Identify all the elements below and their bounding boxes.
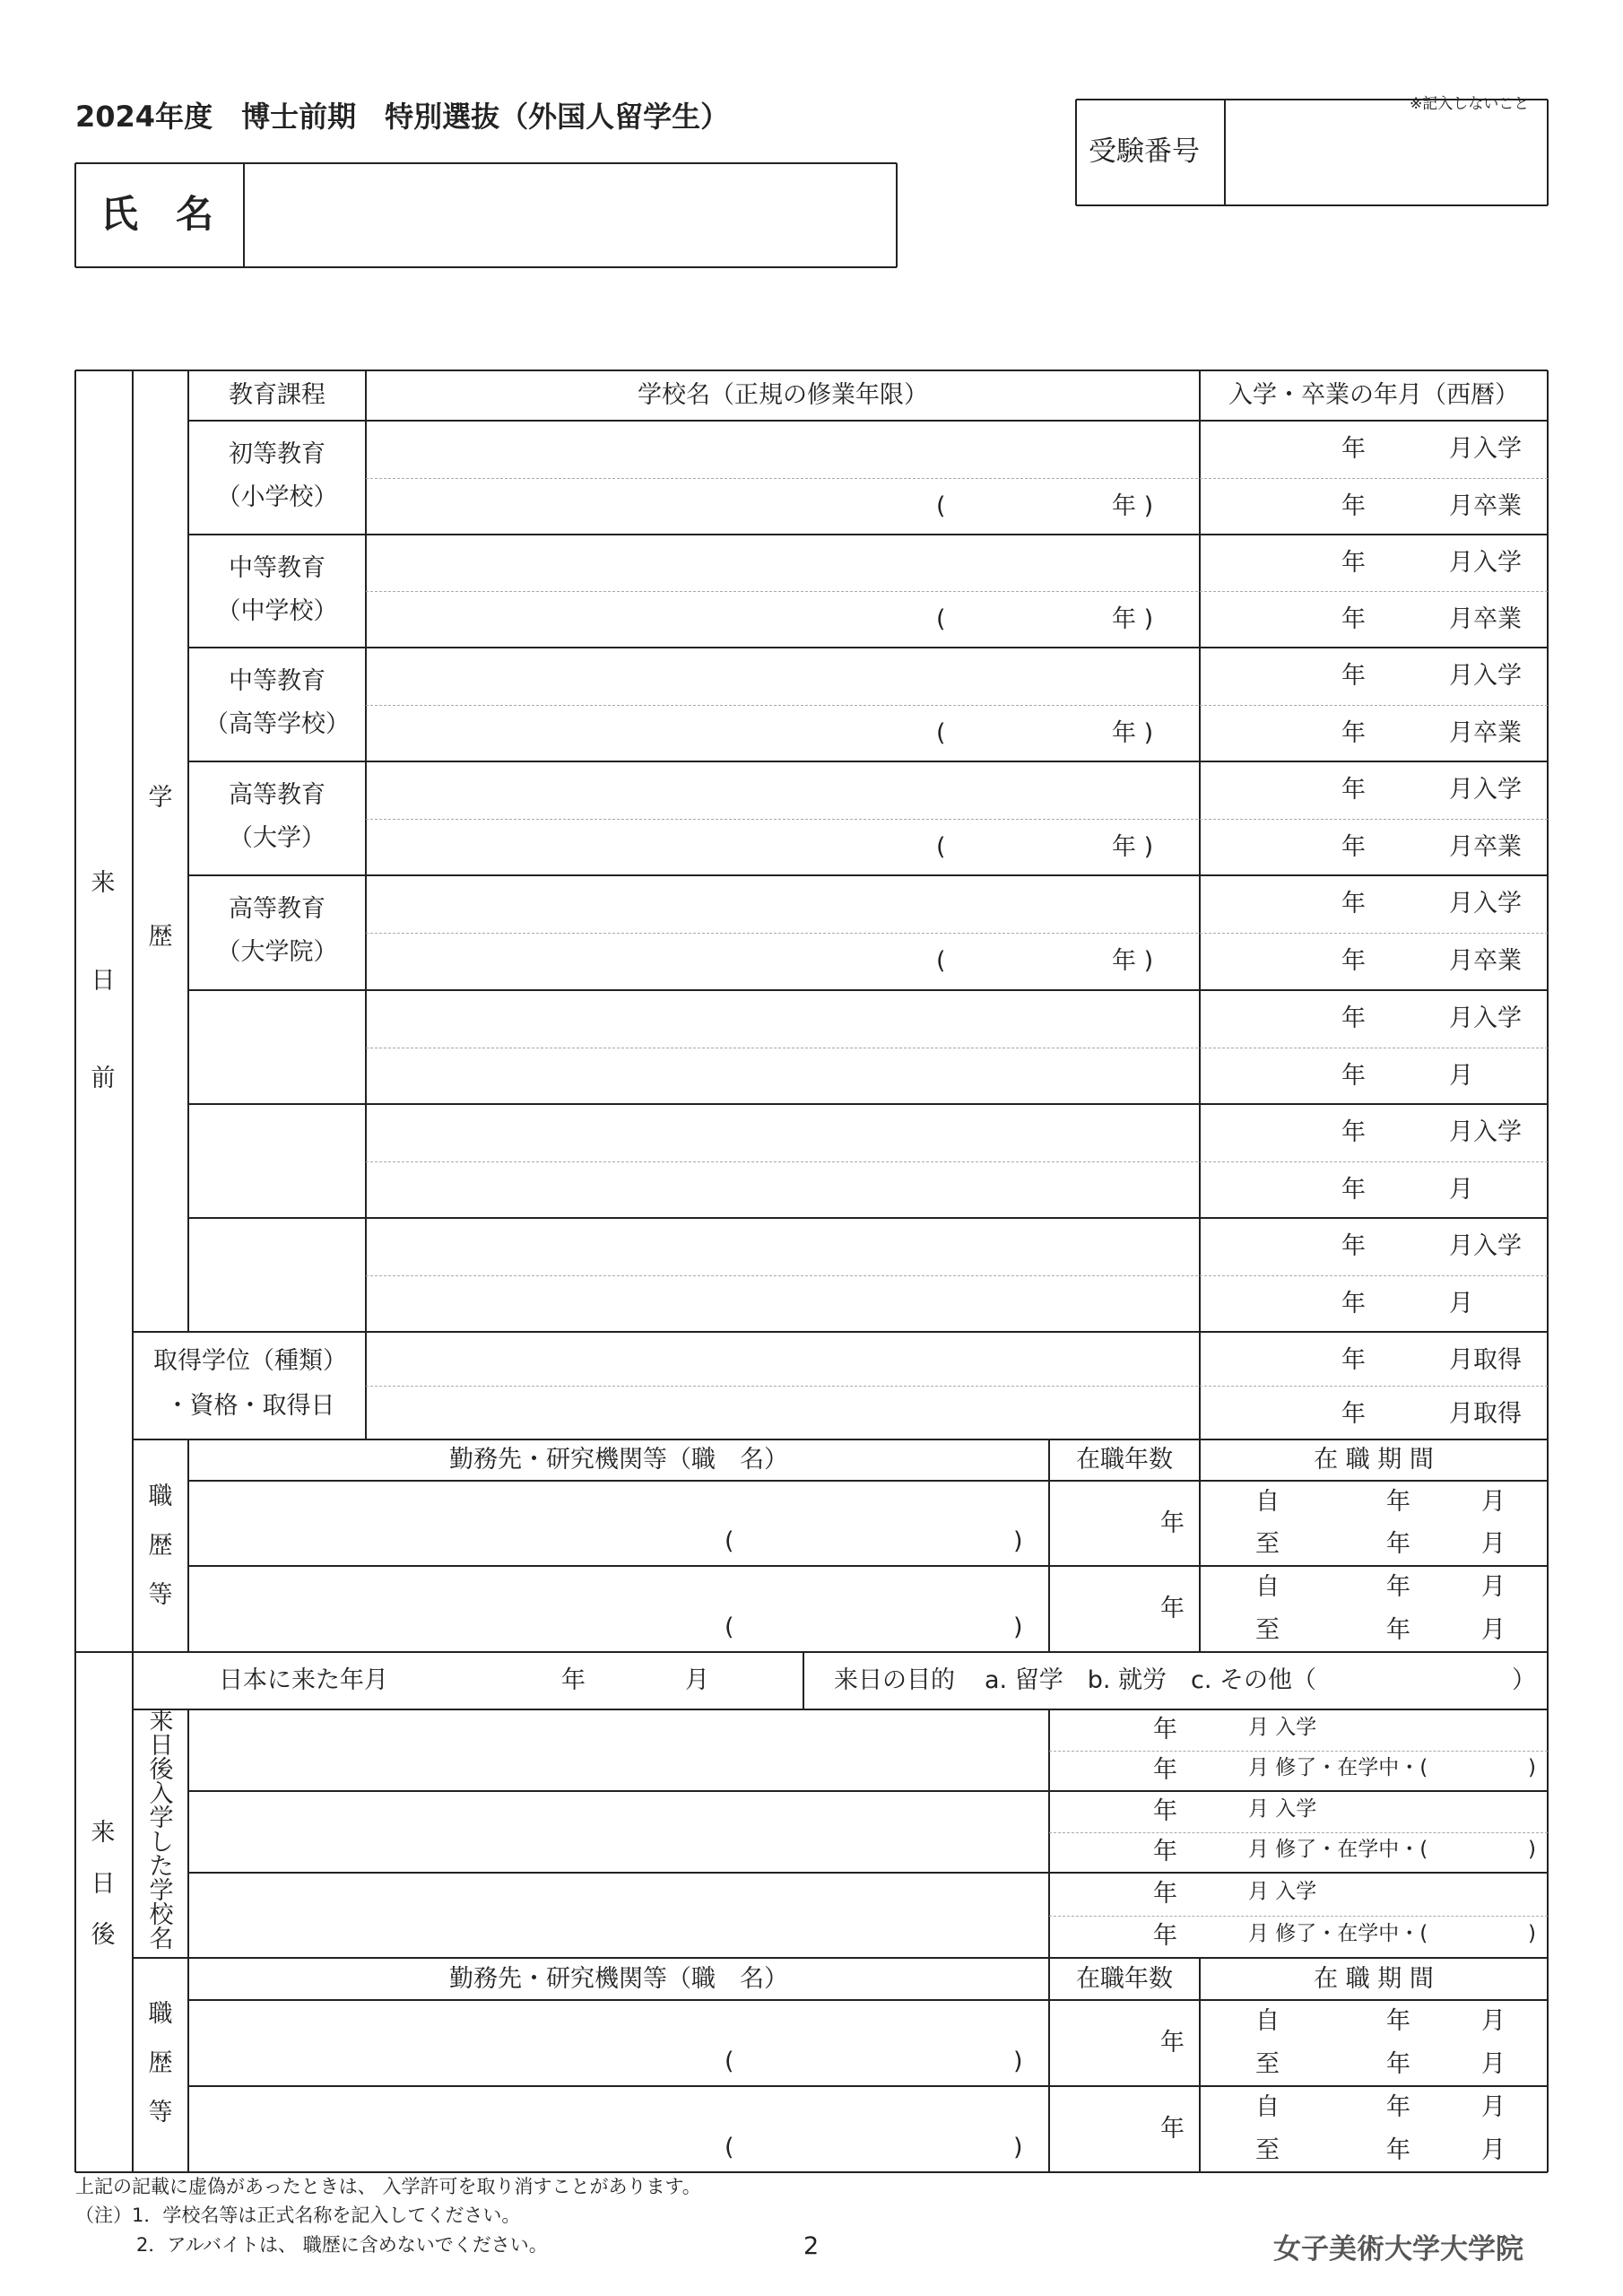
status-close: )	[1528, 1756, 1536, 1780]
course-name: 高等教育	[229, 895, 325, 923]
from-label: 自	[1255, 1487, 1280, 1516]
work-col-period: 在 職 期 間	[1314, 1964, 1434, 1993]
paren-open: (	[725, 2048, 734, 2076]
vertical-label-char: 日	[91, 967, 116, 995]
warning-note: 上記の記載に虚偽があったときは、 入学許可を取り消すことがあります。	[75, 2176, 701, 2197]
dashed-rule	[366, 1386, 1548, 1387]
school-name-input[interactable]	[368, 536, 1198, 589]
month-label: 月	[1481, 1616, 1506, 1644]
school-years-input[interactable]	[368, 707, 1198, 761]
name-label: 氏 名	[100, 192, 214, 236]
rule	[187, 1439, 189, 1652]
paren-open: (	[725, 2134, 734, 2162]
work-org-input[interactable]	[190, 1483, 1047, 1564]
grad-month-label: 月卒業	[1449, 605, 1522, 633]
rule	[188, 1790, 1548, 1792]
dashed-rule	[366, 478, 1548, 479]
year-label: 年	[1153, 1796, 1177, 1825]
month-label: 月	[1481, 2136, 1506, 2164]
paren-open: (	[936, 718, 946, 747]
course-type: （高等学校）	[204, 710, 350, 738]
course-type: （大学院）	[216, 938, 338, 966]
work-col-years: 在職年数	[1076, 1446, 1173, 1474]
year-label: 年	[1153, 1838, 1177, 1866]
vertical-label-char: 前	[91, 1065, 116, 1092]
course-type: （中学校）	[216, 597, 338, 625]
year-label: 年	[1341, 1118, 1366, 1146]
purpose-close: ）	[1512, 1666, 1536, 1694]
vertical-label-char: 歴	[148, 2049, 173, 2077]
grad-month-label: 月	[1449, 1061, 1473, 1090]
grad-month-label: 月卒業	[1449, 491, 1522, 520]
enroll-month-label: 月入学	[1449, 1232, 1522, 1260]
rule	[133, 1957, 1548, 1960]
col-header-course: 教育課程	[229, 381, 325, 409]
rule	[132, 370, 134, 2172]
qualification-input[interactable]	[368, 1387, 1198, 1438]
university-name: 女子美術大学大学院	[1273, 2233, 1523, 2266]
vertical-label-char: 名	[149, 1926, 174, 1953]
dashed-rule	[366, 705, 1548, 706]
rule	[188, 1103, 1548, 1105]
school-years-input[interactable]	[368, 1049, 1198, 1103]
vertical-label-char: 歴	[148, 1532, 173, 1560]
enroll-label: 月 入学	[1248, 1796, 1317, 1821]
year-label: 年	[1341, 1061, 1366, 1090]
dashed-rule	[366, 933, 1548, 934]
paren-open: (	[936, 491, 946, 520]
rule	[74, 370, 76, 2172]
paren-close: )	[1013, 2134, 1023, 2162]
from-label: 自	[1255, 1573, 1280, 1601]
rule	[188, 647, 1548, 648]
dashed-rule	[366, 591, 1548, 592]
exam-number-note: ※記入しないこと	[1410, 95, 1530, 113]
year-label: 年	[1153, 1879, 1177, 1908]
vertical-label-char: 来	[149, 1708, 174, 1735]
work-col-org: 勤務先・研究機関等（職 名）	[449, 1964, 788, 1993]
work-history-label	[149, 1484, 173, 1607]
col-header-dates: 入学・卒業の年月（西暦）	[1228, 381, 1519, 409]
rule	[1048, 1439, 1050, 1652]
year-label: 年	[1341, 1400, 1366, 1428]
year-label: 年	[1341, 1289, 1366, 1318]
year-label: 年	[1386, 2136, 1410, 2164]
year-label: 年	[1341, 776, 1366, 804]
status-label: 月 修了・在学中・(	[1248, 1756, 1428, 1780]
year-label: 年	[1386, 2093, 1410, 2121]
note-1: （注）1．学校名等は正式名称を記入してください。	[75, 2205, 521, 2226]
month-label: 月	[1481, 1573, 1506, 1601]
work-org-input[interactable]	[190, 2002, 1047, 2084]
rule	[133, 1709, 1548, 1711]
work-col-period: 在 職 期 間	[1314, 1446, 1434, 1474]
rule	[1048, 1958, 1050, 2172]
rule	[365, 370, 367, 1332]
enroll-month-label: 月入学	[1449, 890, 1522, 918]
years-employed-label: 年	[1160, 1509, 1185, 1537]
form-title: 2024年度 博士前期 特別選抜（外国人留学生）	[75, 100, 730, 134]
education-label	[149, 786, 173, 949]
from-label: 自	[1255, 2093, 1280, 2121]
rule	[1199, 1439, 1201, 1652]
year-label: 年	[1386, 2050, 1410, 2078]
post-arrival-school-input[interactable]	[190, 1711, 1047, 1789]
rule	[188, 761, 1548, 762]
grad-month-label: 月	[1449, 1289, 1473, 1318]
to-label: 至	[1255, 1616, 1280, 1644]
vertical-label-char: 学	[149, 1877, 174, 1905]
month-label: 月	[1481, 2050, 1506, 2078]
school-name-input[interactable]	[368, 1220, 1198, 1274]
school-years-input[interactable]	[368, 935, 1198, 988]
years-employed-label: 年	[1160, 1595, 1185, 1622]
name-input[interactable]	[245, 164, 896, 266]
year-label: 年	[1341, 491, 1366, 520]
exam-number-label: 受験番号	[1089, 135, 1200, 168]
work-org-input[interactable]	[190, 1568, 1047, 1650]
enroll-month-label: 月入学	[1449, 776, 1522, 804]
month-label: 月	[1481, 1530, 1506, 1559]
post-arrival-school-label	[150, 1709, 174, 1952]
school-name-input[interactable]	[368, 422, 1198, 476]
rule	[1075, 100, 1077, 205]
rule	[75, 370, 1548, 371]
rule	[1547, 100, 1549, 205]
work-col-org: 勤務先・研究機関等（職 名）	[449, 1446, 788, 1474]
vertical-label-char: 歴	[148, 923, 173, 951]
grad-month-label: 月卒業	[1449, 718, 1522, 747]
status-close: )	[1528, 1838, 1536, 1862]
years-label: 年 )	[1112, 605, 1154, 633]
enroll-month-label: 月入学	[1449, 1118, 1522, 1146]
to-label: 至	[1255, 2050, 1280, 2078]
school-years-input[interactable]	[368, 480, 1198, 534]
enroll-month-label: 月入学	[1449, 435, 1522, 463]
rule	[75, 2171, 1548, 2173]
obtained-month-label: 月取得	[1449, 1346, 1522, 1374]
rule	[188, 1872, 1548, 1874]
paren-close: )	[1013, 1527, 1023, 1556]
rule	[133, 1439, 1548, 1440]
rule	[188, 534, 1548, 535]
month-label: 月	[1481, 2093, 1506, 2121]
vertical-label-char: 来	[91, 1819, 116, 1847]
year-label: 年	[1386, 1616, 1410, 1644]
year-label: 年	[1341, 1346, 1366, 1374]
status-close: )	[1528, 1922, 1536, 1946]
arrival-purpose-label: 来日の目的	[834, 1666, 955, 1694]
vertical-label-char: 学	[148, 784, 173, 812]
post-arrival-school-input[interactable]	[190, 1874, 1047, 1956]
month-label: 月	[1481, 1487, 1506, 1516]
post-arrival-school-input[interactable]	[190, 1793, 1047, 1871]
school-name-input[interactable]	[368, 992, 1198, 1046]
rule	[188, 420, 1548, 422]
course-name: 中等教育	[229, 667, 325, 695]
vertical-label-char: し	[149, 1829, 174, 1857]
enroll-label: 月 入学	[1248, 1879, 1317, 1903]
vertical-label-char: 等	[148, 2099, 173, 2126]
school-years-input[interactable]	[368, 593, 1198, 646]
vertical-label-char: 日	[149, 1732, 174, 1760]
vertical-label-char: 日	[91, 1870, 116, 1898]
years-label: 年 )	[1112, 718, 1154, 747]
school-name-input[interactable]	[368, 763, 1198, 817]
course-name: 初等教育	[229, 440, 325, 468]
vertical-label-char: た	[149, 1853, 174, 1881]
rule	[74, 163, 76, 267]
years-label: 年 )	[1112, 491, 1154, 520]
purpose-other-input[interactable]	[1291, 1656, 1506, 1706]
year-label: 年	[1386, 1530, 1410, 1559]
status-label: 月 修了・在学中・(	[1248, 1838, 1428, 1862]
year-label: 年	[1341, 890, 1366, 918]
rule	[1048, 1709, 1050, 1958]
rule	[188, 874, 1548, 876]
dashed-rule	[1049, 1832, 1548, 1833]
vertical-label-char: 等	[148, 1581, 173, 1609]
year-label: 年	[1341, 947, 1366, 975]
month-label: 月	[685, 1666, 709, 1694]
year-label: 年	[1153, 1922, 1177, 1951]
paren-open: (	[936, 947, 946, 975]
course-name: 中等教育	[229, 554, 325, 582]
year-label: 年	[1153, 1715, 1177, 1744]
vertical-label-char: 校	[149, 1901, 174, 1929]
page-number: 2	[803, 2232, 820, 2260]
dashed-rule	[1049, 1916, 1548, 1917]
year-label: 年	[1341, 605, 1366, 633]
enroll-month-label: 月入学	[1449, 549, 1522, 577]
year-label: 年	[1386, 1487, 1410, 1516]
month-label: 月	[1481, 2007, 1506, 2035]
year-label: 年	[1386, 2007, 1410, 2035]
dashed-rule	[366, 1161, 1548, 1162]
course-name: 高等教育	[229, 781, 325, 809]
school-name-input[interactable]	[368, 1106, 1198, 1160]
qualification-label: ・資格・取得日	[165, 1392, 335, 1420]
status-label: 月 修了・在学中・(	[1248, 1922, 1428, 1946]
exam-number-input[interactable]	[1226, 100, 1547, 204]
rule	[1547, 370, 1549, 2172]
rule	[1199, 1958, 1201, 2172]
from-label: 自	[1255, 2007, 1280, 2035]
year-label: 年	[1341, 718, 1366, 747]
paren-close: )	[1013, 1613, 1023, 1642]
years-employed-label: 年	[1160, 2115, 1185, 2143]
year-label: 年	[561, 1666, 586, 1694]
paren-open: (	[725, 1613, 734, 1642]
vertical-label-char: 後	[91, 1921, 116, 1949]
year-label: 年	[1341, 1004, 1366, 1032]
year-label: 年	[1341, 1175, 1366, 1204]
enroll-label: 月 入学	[1248, 1715, 1317, 1739]
grad-month-label: 月	[1449, 1175, 1473, 1204]
school-name-input[interactable]	[368, 649, 1198, 703]
rule	[188, 1480, 1548, 1482]
years-label: 年 )	[1112, 947, 1154, 975]
paren-open: (	[936, 832, 946, 861]
vertical-label-char: 学	[149, 1805, 174, 1832]
vertical-label-char: 職	[148, 1483, 173, 1510]
vertical-label-char: 後	[149, 1756, 174, 1784]
grad-month-label: 月卒業	[1449, 947, 1522, 975]
school-years-input[interactable]	[368, 1277, 1198, 1331]
year-label: 年	[1341, 1232, 1366, 1260]
rule	[75, 1651, 1548, 1653]
year-label: 年	[1386, 1573, 1410, 1601]
degree-input[interactable]	[368, 1334, 1198, 1384]
rule	[188, 989, 1548, 991]
rule	[188, 2085, 1548, 2087]
rule	[803, 1652, 804, 1709]
to-label: 至	[1255, 1530, 1280, 1559]
grad-month-label: 月卒業	[1449, 832, 1522, 861]
rule	[75, 266, 897, 268]
rule	[188, 1217, 1548, 1219]
paren-close: )	[1013, 2048, 1023, 2076]
year-label: 年	[1341, 662, 1366, 690]
rule	[188, 1565, 1548, 1567]
course-type: （大学）	[229, 824, 325, 852]
rule	[1076, 204, 1548, 206]
vertical-label-char: 職	[148, 2000, 173, 2028]
paren-open: (	[725, 1527, 734, 1556]
dashed-rule	[366, 1275, 1548, 1276]
arrival-date-label: 日本に来た年月	[219, 1666, 388, 1694]
note-2: 2．アルバイトは、 職歴に含めないでください。	[136, 2234, 548, 2256]
years-employed-label: 年	[1160, 2029, 1185, 2057]
school-years-input[interactable]	[368, 1163, 1198, 1217]
obtained-month-label: 月取得	[1449, 1400, 1522, 1428]
school-name-input[interactable]	[368, 877, 1198, 931]
to-label: 至	[1255, 2136, 1280, 2164]
enroll-month-label: 月入学	[1449, 662, 1522, 690]
degree-label: 取得学位（種類）	[153, 1347, 347, 1375]
school-years-input[interactable]	[368, 821, 1198, 874]
year-label: 年	[1153, 1756, 1177, 1785]
vertical-label-char: 来	[91, 869, 116, 897]
year-label: 年	[1341, 832, 1366, 861]
paren-open: (	[936, 605, 946, 633]
year-label: 年	[1341, 435, 1366, 463]
rule	[1199, 370, 1201, 1332]
work-org-input[interactable]	[190, 2088, 1047, 2170]
year-label: 年	[1341, 549, 1366, 577]
arrival-purpose-options: a. 留学 b. 就労 c. その他（	[985, 1666, 1317, 1694]
vertical-label-char: 入	[149, 1780, 174, 1808]
work-history-label	[149, 2002, 173, 2125]
rule	[188, 1999, 1548, 2001]
dashed-rule	[366, 819, 1548, 820]
enroll-month-label: 月入学	[1449, 1004, 1522, 1032]
rule	[896, 163, 898, 267]
dashed-rule	[1049, 1751, 1548, 1752]
rule	[133, 1331, 1548, 1334]
pre-arrival-label	[91, 871, 116, 1091]
post-arrival-label	[91, 1821, 116, 1947]
rule	[187, 370, 189, 1332]
work-col-years: 在職年数	[1076, 1964, 1173, 1993]
course-type: （小学校）	[216, 483, 338, 511]
rule	[187, 1958, 189, 2172]
years-label: 年 )	[1112, 832, 1154, 861]
col-header-school: 学校名（正規の修業年限）	[638, 381, 928, 409]
